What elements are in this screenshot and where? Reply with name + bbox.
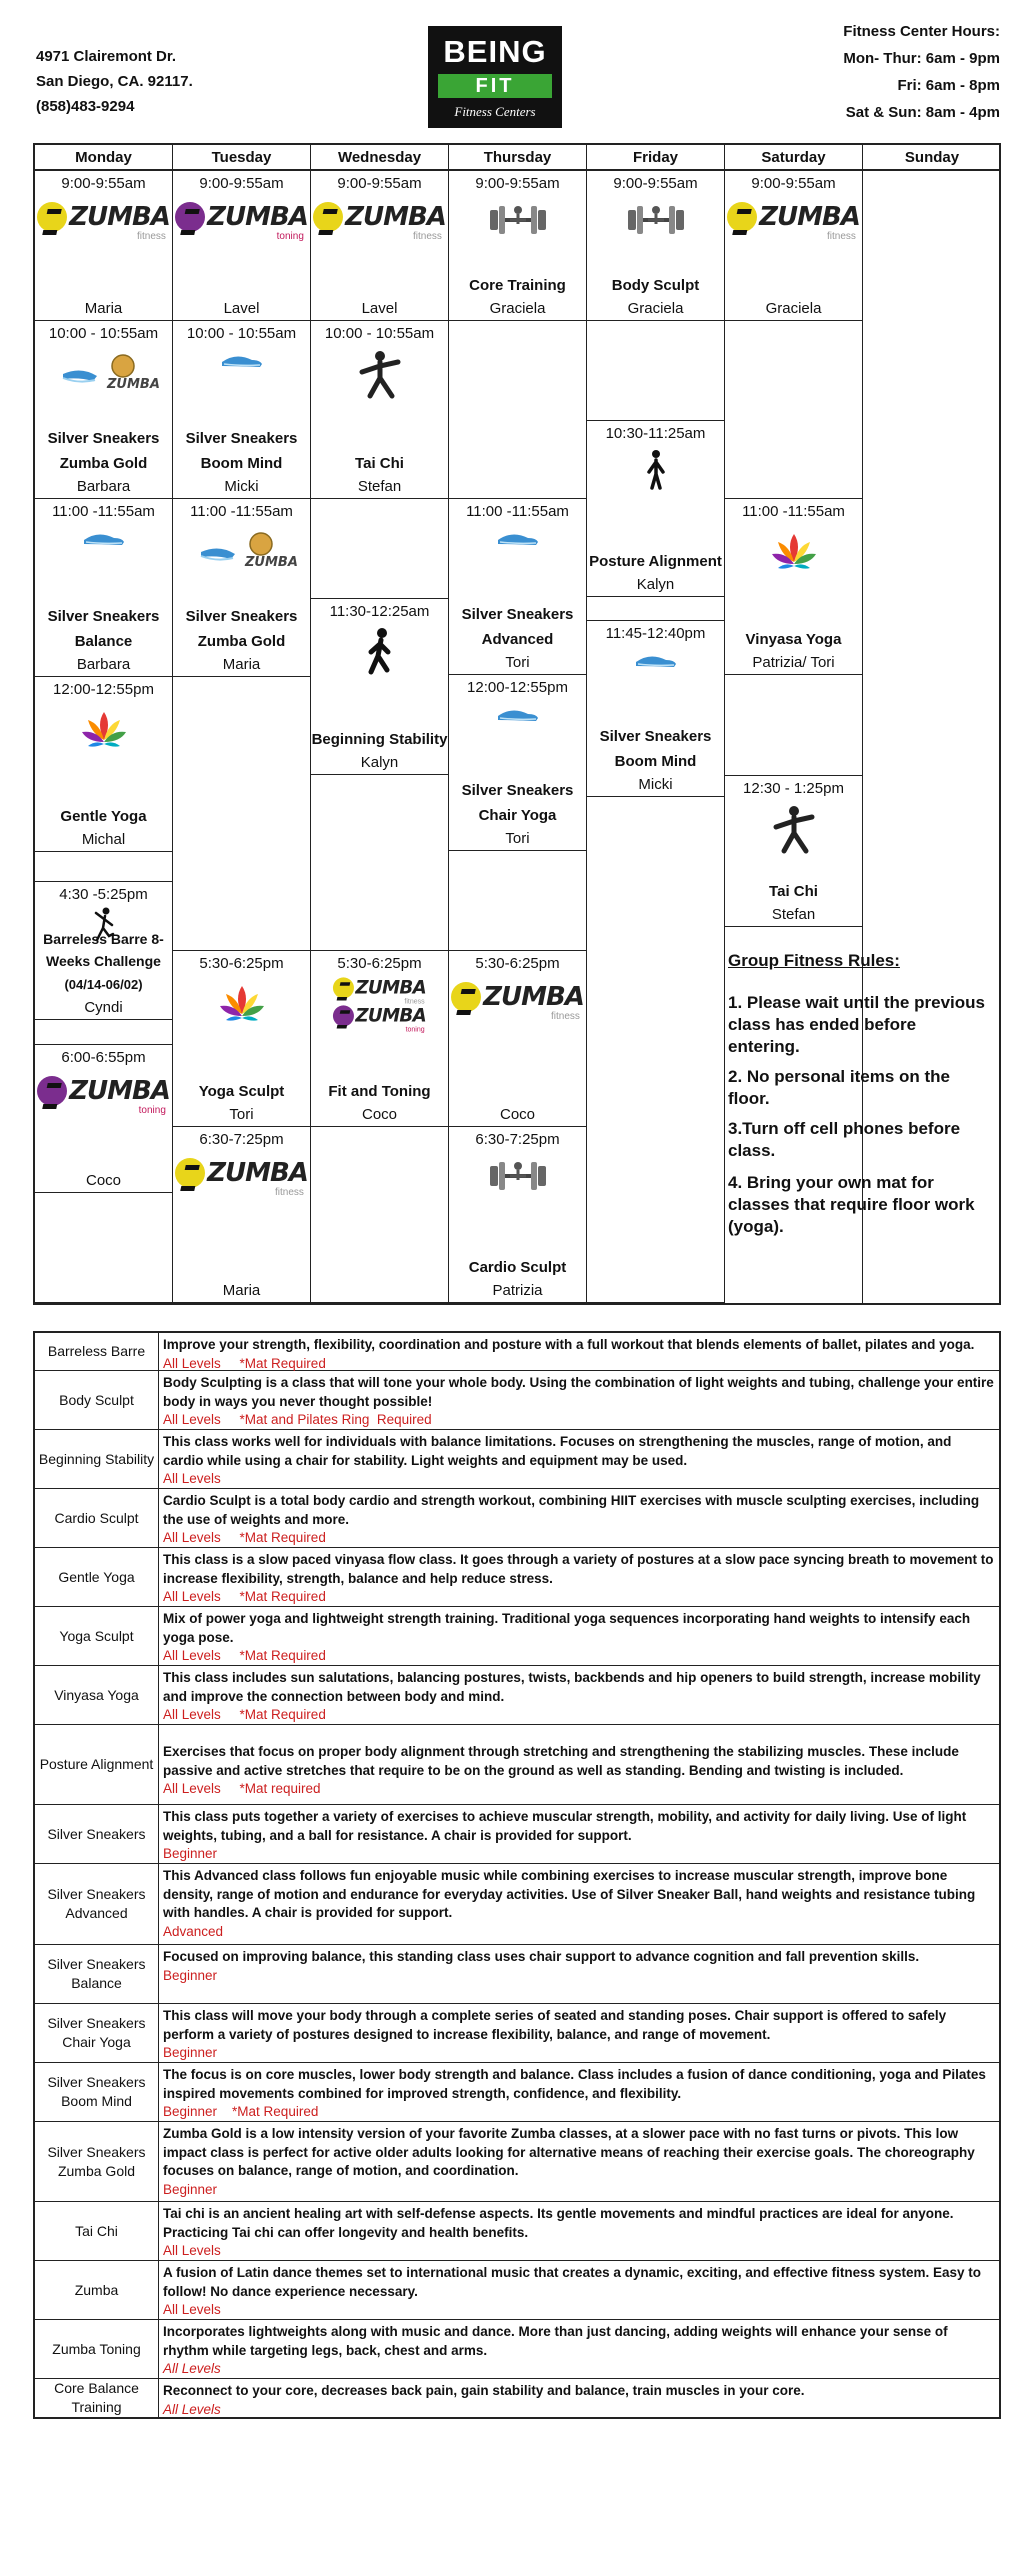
description-level: Beginner (163, 2181, 218, 2197)
sneaker-icon (449, 704, 586, 726)
description-text: Mix of power yoga and lightweight strength training. Traditional yoga sequences incorporating hand weights to intensify each yoga pose. (163, 1611, 971, 1645)
description-text-cell (159, 1548, 999, 1606)
class-time: 12:00-12:55pm (53, 681, 154, 698)
description-class-name: Cardio Sculpt (35, 1489, 159, 1547)
description-class-name: Zumba (35, 2261, 159, 2319)
description-level: All Levels (163, 2243, 221, 2258)
description-text: Exercises that focus on proper body alignment through stretching and strengthening the stabilizing muscles. These include passive and active stretches that require to be on the ground as well as standing. Bending and twisting is included. (163, 1744, 959, 1778)
class-instructor: Micki (224, 478, 259, 495)
description-text: Focused on improving balance, this standing class uses chair support to advance cognition and fall prevention skills. (163, 1949, 920, 1964)
description-level: Beginner (163, 2045, 218, 2060)
class-slot (449, 951, 586, 1127)
description-text-cell (159, 1333, 999, 1370)
empty-slot (311, 1127, 448, 1303)
rule-item: 4. Bring your own mat for classes that require floor work (yoga). (728, 1173, 975, 1236)
hours-fri: Fri: 6am - 8pm (897, 77, 1000, 94)
class-time: 10:30-11:25am (605, 425, 706, 442)
class-footer (35, 928, 172, 1019)
description-text: Improve your strength, flexibility, coordination and posture with a full workout that blends elements of ballet, pilates and yoga. (163, 1337, 975, 1352)
description-text-cell (159, 1864, 999, 1944)
lotus-icon (35, 706, 172, 758)
description-class-name: Beginning Stability (35, 1430, 159, 1488)
empty-slot (35, 1193, 172, 1303)
description-row (35, 2261, 999, 2320)
barbell-icon (449, 1156, 586, 1200)
class-slot (587, 621, 724, 797)
class-footer (311, 451, 448, 498)
class-footer (449, 1255, 586, 1302)
sneaker-icon (35, 528, 172, 550)
group-fitness-rules (728, 950, 988, 1246)
address-city: San Diego, CA. 92117. (36, 73, 193, 90)
empty-slot (173, 677, 310, 951)
zumba-toning-icon: ZUMBA toning (173, 200, 310, 236)
description-text-cell (159, 2063, 999, 2121)
class-slot (173, 951, 310, 1127)
day-header-thursday: Thursday (449, 145, 587, 171)
description-row (35, 1805, 999, 1864)
sneaker-icon (173, 350, 310, 372)
class-instructor: Stefan (771, 906, 816, 923)
lotus-icon (173, 980, 310, 1032)
description-row (35, 2122, 999, 2202)
class-time: 9:00-9:55am (613, 175, 698, 192)
description-level: All Levels *Mat Required (163, 1589, 326, 1604)
description-class-name: Silver Sneakers Advanced (35, 1864, 159, 1944)
class-instructor: Barbara (76, 478, 131, 495)
empty-slot (449, 321, 586, 499)
class-time: 9:00-9:55am (475, 175, 560, 192)
rule-item: 3.Turn off cell phones before class. (728, 1119, 961, 1160)
class-footer (587, 273, 724, 320)
class-instructor: Barbara (76, 656, 131, 673)
rules-title: Group Fitness Rules: (728, 951, 900, 970)
class-slot (725, 171, 862, 321)
class-slot (311, 171, 448, 321)
zumba-fitness-icon: ZUMBA fitness (725, 200, 862, 236)
class-time: 10:00 - 10:55am (186, 325, 297, 342)
class-time: 6:30-7:25pm (475, 1131, 560, 1148)
class-instructor: Lavel (361, 300, 398, 317)
description-text-cell (159, 1489, 999, 1547)
class-footer (35, 298, 172, 320)
description-level: Beginner *Mat Required (163, 2104, 319, 2119)
empty-slot (725, 321, 862, 499)
empty-slot (449, 851, 586, 951)
description-class-name: Silver Sneakers Boom Mind (35, 2063, 159, 2121)
logo-line-centers: Fitness Centers (454, 104, 536, 119)
class-instructor: Tori (505, 654, 530, 671)
class-slot (35, 321, 172, 499)
class-time: 9:00-9:55am (61, 175, 146, 192)
description-class-name: Silver Sneakers Balance (35, 1945, 159, 2003)
description-text: Zumba Gold is a low intensity version of your favorite Zumba classes, at a slower pace with no fast turns or pivots. This low impact class is perfect for active older adults looking for alternative means of reaching their exercise goals. The choreography focuses on balance, range of motion, and coordination. (163, 2126, 975, 2178)
zumba-duo-icon: ZUMBA fitness ZUMBA toning (311, 976, 448, 1040)
description-class-name: Barreless Barre (35, 1333, 159, 1370)
class-name: Silver Sneakers Boom Mind (599, 728, 712, 770)
description-row (35, 2004, 999, 2063)
class-slot (311, 951, 448, 1127)
class-footer (587, 549, 724, 596)
class-instructor: Lavel (223, 300, 260, 317)
class-slot (35, 677, 172, 852)
class-name: Barreless Barre 8-Weeks Challenge (43, 931, 164, 969)
class-slot (587, 171, 724, 321)
hours-mon-thu: Mon- Thur: 6am - 9pm (843, 50, 1000, 67)
class-slot (449, 499, 586, 675)
rule-item: 1. Please wait until the previous class has ended before entering. (728, 993, 985, 1056)
sneaker-icon (449, 528, 586, 550)
class-instructor: Michal (81, 831, 126, 848)
class-slot (35, 171, 172, 321)
class-time: 9:00-9:55am (751, 175, 836, 192)
sneaker-icon (587, 650, 724, 672)
svg-text:ZUMBA: ZUMBA (244, 555, 298, 570)
class-time: 9:00-9:55am (337, 175, 422, 192)
description-row (35, 1666, 999, 1725)
description-level: All Levels *Mat Required (163, 1648, 326, 1663)
description-row (35, 1607, 999, 1666)
class-instructor: Graciela (627, 300, 684, 317)
class-slot (311, 599, 448, 775)
class-name: Core Training (469, 277, 566, 294)
class-name: Silver Sneakers Zumba Gold (185, 608, 298, 650)
description-class-name: Silver Sneakers Chair Yoga (35, 2004, 159, 2062)
description-level: All Levels *Mat Required (163, 1530, 326, 1545)
class-instructor: Coco (361, 1106, 398, 1123)
class-descriptions-table (33, 1331, 1001, 2419)
description-text: Body Sculpting is a class that will tone your whole body. Using the combination of light weights and tubing, challenge your entire body in ways you never thought possible! (163, 1375, 994, 1409)
class-name: Posture Alignment (589, 553, 722, 570)
class-name: Fit and Toning (328, 1083, 431, 1100)
walker-icon (311, 628, 448, 678)
class-name: Silver Sneakers Balance (47, 608, 160, 650)
class-name: Silver Sneakers Advanced (461, 606, 574, 648)
class-time: 12:30 - 1:25pm (743, 780, 844, 797)
description-row (35, 2063, 999, 2122)
description-level: Beginner (163, 1846, 218, 1861)
description-text-cell (159, 2261, 999, 2319)
class-slot (173, 171, 310, 321)
class-time: 5:30-6:25pm (199, 955, 284, 972)
class-slot (587, 421, 724, 597)
description-text: A fusion of Latin dance themes set to international music that creates a dynamic, exciting, and effective fitness system. Easy to follow! No dance experience necessary. (163, 2265, 981, 2299)
class-footer (449, 273, 586, 320)
class-footer (311, 298, 448, 320)
description-level: All Levels *Mat Required (163, 1707, 326, 1722)
description-text-cell (159, 1725, 999, 1804)
class-instructor: Kalyn (360, 754, 399, 771)
logo-line-fit: FIT (438, 74, 552, 98)
description-text: The focus is on core muscles, lower body strength and balance. Class includes a fusion of dance conditioning, yoga and Pilates inspired movements combined for improved strength, confidence, and flexibility. (163, 2067, 986, 2101)
class-slot (449, 171, 586, 321)
zumba-gold-icon (173, 528, 310, 578)
class-instructor: Patrizia (492, 1282, 543, 1299)
description-level: All Levels *Mat required (163, 1781, 321, 1796)
class-footer (35, 426, 172, 498)
class-footer (449, 778, 586, 850)
description-text: This Advanced class follows fun enjoyable music while combining exercises to increase muscular strength, improve bone density, range of motion and endurance for everyday activities. Use of Silver Sneaker Ball, hand weights and resistance tubing with handles. A chair is provided for support. (163, 1868, 976, 1920)
description-level: All Levels (163, 2401, 221, 2417)
description-level: All Levels (163, 2361, 221, 2376)
empty-slot (35, 852, 172, 882)
class-instructor: Maria (222, 656, 261, 673)
class-time: 5:30-6:25pm (337, 955, 422, 972)
barbell-icon (587, 200, 724, 244)
class-time: 11:45-12:40pm (605, 625, 706, 642)
hours-title: Fitness Center Hours: (843, 23, 1000, 40)
class-footer (35, 1170, 172, 1192)
description-text: Cardio Sculpt is a total body cardio and strength workout, combining HIIT exercises with muscle sculpting exercises, including the use of weights and more. (163, 1493, 980, 1527)
address-street: 4971 Clairemont Dr. (36, 48, 177, 65)
description-text: This class works well for individuals with balance limitations. Focuses on strengthening the muscles, range of motion, and cardio while using a chair for stability. Light weights and equipment may be used. (163, 1434, 952, 1468)
rule-item: 2. No personal items on the floor. (728, 1067, 950, 1108)
description-class-name: Yoga Sculpt (35, 1607, 159, 1665)
description-class-name: Silver Sneakers Zumba Gold (35, 2122, 159, 2201)
description-text-cell (159, 1666, 999, 1724)
description-text: This class is a slow paced vinyasa flow class. It goes through a variety of postures at a slow pace syncing breath to movement to increase flexibility, strength, balance and help reduce stress. (163, 1552, 994, 1586)
class-instructor: Kalyn (636, 576, 675, 593)
description-row (35, 1333, 999, 1371)
empty-slot (311, 775, 448, 951)
class-time: 6:30-7:25pm (199, 1131, 284, 1148)
description-level: All Levels (163, 2302, 221, 2317)
class-slot (173, 321, 310, 499)
class-name: Silver Sneakers Chair Yoga (461, 782, 574, 824)
class-time: 11:00 -11:55am (742, 503, 845, 520)
description-level: All Levels (163, 1471, 221, 1486)
description-text: This class puts together a variety of exercises to achieve muscular strength, mobility, and activity for daily living. Use of light weights, tubing, and a ball for resistance. A chair is provided for support. (163, 1809, 967, 1843)
class-name: Gentle Yoga (60, 808, 147, 825)
class-slot (449, 1127, 586, 1303)
class-instructor: Maria (84, 300, 123, 317)
description-row (35, 2202, 999, 2261)
zumba-fitness-icon: ZUMBA fitness (449, 980, 586, 1016)
barbell-icon (449, 200, 586, 244)
class-slot (173, 499, 310, 677)
day-header-sunday: Sunday (863, 145, 1001, 171)
description-text-cell (159, 2320, 999, 2378)
description-row (35, 1548, 999, 1607)
class-time: 12:00-12:55pm (467, 679, 568, 696)
being-fit-logo (428, 26, 562, 128)
class-instructor: Graciela (489, 300, 546, 317)
description-text-cell (159, 1371, 999, 1429)
class-instructor: Graciela (765, 300, 822, 317)
svg-text:ZUMBA: ZUMBA (106, 377, 160, 392)
class-time: 11:00 -11:55am (190, 503, 293, 520)
class-footer (35, 604, 172, 676)
class-footer (311, 1079, 448, 1126)
class-footer (449, 1104, 586, 1126)
description-level: All Levels *Mat Required (163, 1355, 326, 1371)
class-name: Body Sculpt (611, 277, 700, 294)
description-text: This class will move your body through a complete series of seated and standing poses. Chair support is offered to safely perform a variety of postures designed to increase flexibility, balance, and range of movement. (163, 2008, 947, 2042)
class-name: Vinyasa Yoga (745, 631, 842, 648)
class-footer (173, 1280, 310, 1302)
class-time: 5:30-6:25pm (475, 955, 560, 972)
class-name: Silver Sneakers Boom Mind (185, 430, 298, 472)
class-slot (449, 675, 586, 851)
class-instructor: Tori (505, 830, 530, 847)
description-class-name: Zumba Toning (35, 2320, 159, 2378)
zumba-toning-icon: ZUMBA toning (35, 1074, 172, 1110)
class-instructor: Cyndi (84, 999, 123, 1016)
class-time: 4:30 -5:25pm (59, 886, 148, 903)
day-header-friday: Friday (587, 145, 725, 171)
class-time: 9:00-9:55am (199, 175, 284, 192)
description-class-name: Posture Alignment (35, 1725, 159, 1804)
description-text-cell (159, 2122, 999, 2201)
description-text-cell (159, 1430, 999, 1488)
taichi-icon (725, 805, 862, 857)
day-header-tuesday: Tuesday (173, 145, 311, 171)
description-level: All Levels *Mat and Pilates Ring Required (163, 1412, 432, 1427)
description-text-cell (159, 2202, 999, 2260)
class-instructor: Micki (638, 776, 673, 793)
description-level: Beginner (163, 1967, 218, 1983)
class-time: 6:00-6:55pm (61, 1049, 146, 1066)
class-instructor: Coco (499, 1106, 536, 1123)
class-slot (725, 499, 862, 675)
description-class-name: Vinyasa Yoga (35, 1666, 159, 1724)
description-text-cell (159, 2379, 999, 2417)
description-row (35, 1864, 999, 1945)
zumba-fitness-icon: ZUMBA fitness (311, 200, 448, 236)
taichi-icon (311, 350, 448, 402)
description-row (35, 2379, 999, 2417)
description-text: This class includes sun salutations, balancing postures, twists, backbends and hip openers to build strength, increase mobility and improve the connection between body and mind. (163, 1670, 981, 1704)
description-text: Reconnect to your core, decreases back pain, gain stability and balance, train muscles in your core. (163, 2383, 805, 2398)
description-text-cell (159, 1805, 999, 1863)
standing-icon (587, 450, 724, 494)
class-instructor: Tori (229, 1106, 254, 1123)
description-text-cell (159, 1607, 999, 1665)
empty-slot (725, 675, 862, 776)
empty-slot (35, 1020, 172, 1045)
description-row (35, 1371, 999, 1430)
description-row (35, 2320, 999, 2379)
class-footer (35, 804, 172, 851)
description-text: Tai chi is an ancient healing art with self-defense aspects. Its gentle movements and mindful practices are ideal for anyone. Practicing Tai chi can offer longevity and health benefits. (163, 2206, 954, 2240)
description-row (35, 1430, 999, 1489)
description-text-cell (159, 2004, 999, 2062)
class-time: 11:30-12:25am (329, 603, 430, 620)
description-class-name: Body Sculpt (35, 1371, 159, 1429)
class-name: Tai Chi (769, 883, 818, 900)
class-time: 11:00 -11:55am (466, 503, 569, 520)
class-footer (173, 298, 310, 320)
class-footer (173, 426, 310, 498)
description-level: Advanced (163, 1923, 224, 1939)
class-name: Silver Sneakers Zumba Gold (47, 430, 160, 472)
class-footer (725, 627, 862, 674)
class-slot (725, 776, 862, 927)
zumba-fitness-icon: ZUMBA fitness (173, 1156, 310, 1192)
logo-line-being: BEING (443, 34, 547, 69)
empty-slot (311, 499, 448, 599)
description-row (35, 1945, 999, 2004)
class-name: Cardio Sculpt (468, 1259, 567, 1276)
description-class-name: Core Balance Training (35, 2379, 159, 2417)
description-text: Incorporates lightweights along with music and dance. More than just dancing, adding weights will enhance your sense of rhythm while targeting legs, back, chest and arms. (163, 2324, 948, 2358)
class-footer (725, 298, 862, 320)
description-class-name: Gentle Yoga (35, 1548, 159, 1606)
class-footer (725, 879, 862, 926)
description-text-cell (159, 1945, 999, 2003)
class-slot (35, 882, 172, 1020)
class-instructor: Patrizia/ Tori (752, 654, 835, 671)
lotus-icon (725, 528, 862, 580)
day-header-monday: Monday (35, 145, 173, 171)
day-header-saturday: Saturday (725, 145, 863, 171)
class-instructor: Maria (222, 1282, 261, 1299)
class-time: 10:00 - 10:55am (324, 325, 435, 342)
class-slot (35, 1045, 172, 1193)
description-row (35, 1725, 999, 1805)
class-dates: (04/14-06/02) (64, 977, 143, 992)
class-slot (311, 321, 448, 499)
hours-block (843, 18, 1000, 126)
class-footer (449, 602, 586, 674)
class-slot (35, 499, 172, 677)
class-name: Yoga Sculpt (198, 1083, 285, 1100)
class-instructor: Coco (85, 1172, 122, 1189)
class-instructor: Stefan (357, 478, 402, 495)
class-name: Tai Chi (355, 455, 404, 472)
description-class-name: Silver Sneakers (35, 1805, 159, 1863)
description-class-name: Tai Chi (35, 2202, 159, 2260)
day-header-wednesday: Wednesday (311, 145, 449, 171)
empty-slot (587, 797, 724, 1303)
description-row (35, 1489, 999, 1548)
class-footer (587, 724, 724, 796)
class-footer (311, 727, 448, 774)
class-footer (173, 1079, 310, 1126)
zumba-gold-icon (35, 350, 172, 400)
address-phone: (858)483-9294 (36, 98, 135, 115)
address-block (36, 44, 193, 119)
empty-slot (587, 321, 724, 421)
class-slot (173, 1127, 310, 1303)
class-name: Beginning Stability (311, 731, 448, 748)
class-time: 11:00 -11:55am (52, 503, 155, 520)
class-time: 10:00 - 10:55am (48, 325, 159, 342)
class-footer (173, 604, 310, 676)
empty-slot (587, 597, 724, 621)
zumba-fitness-icon: ZUMBA fitness (35, 200, 172, 236)
hours-weekend: Sat & Sun: 8am - 4pm (845, 104, 1000, 121)
